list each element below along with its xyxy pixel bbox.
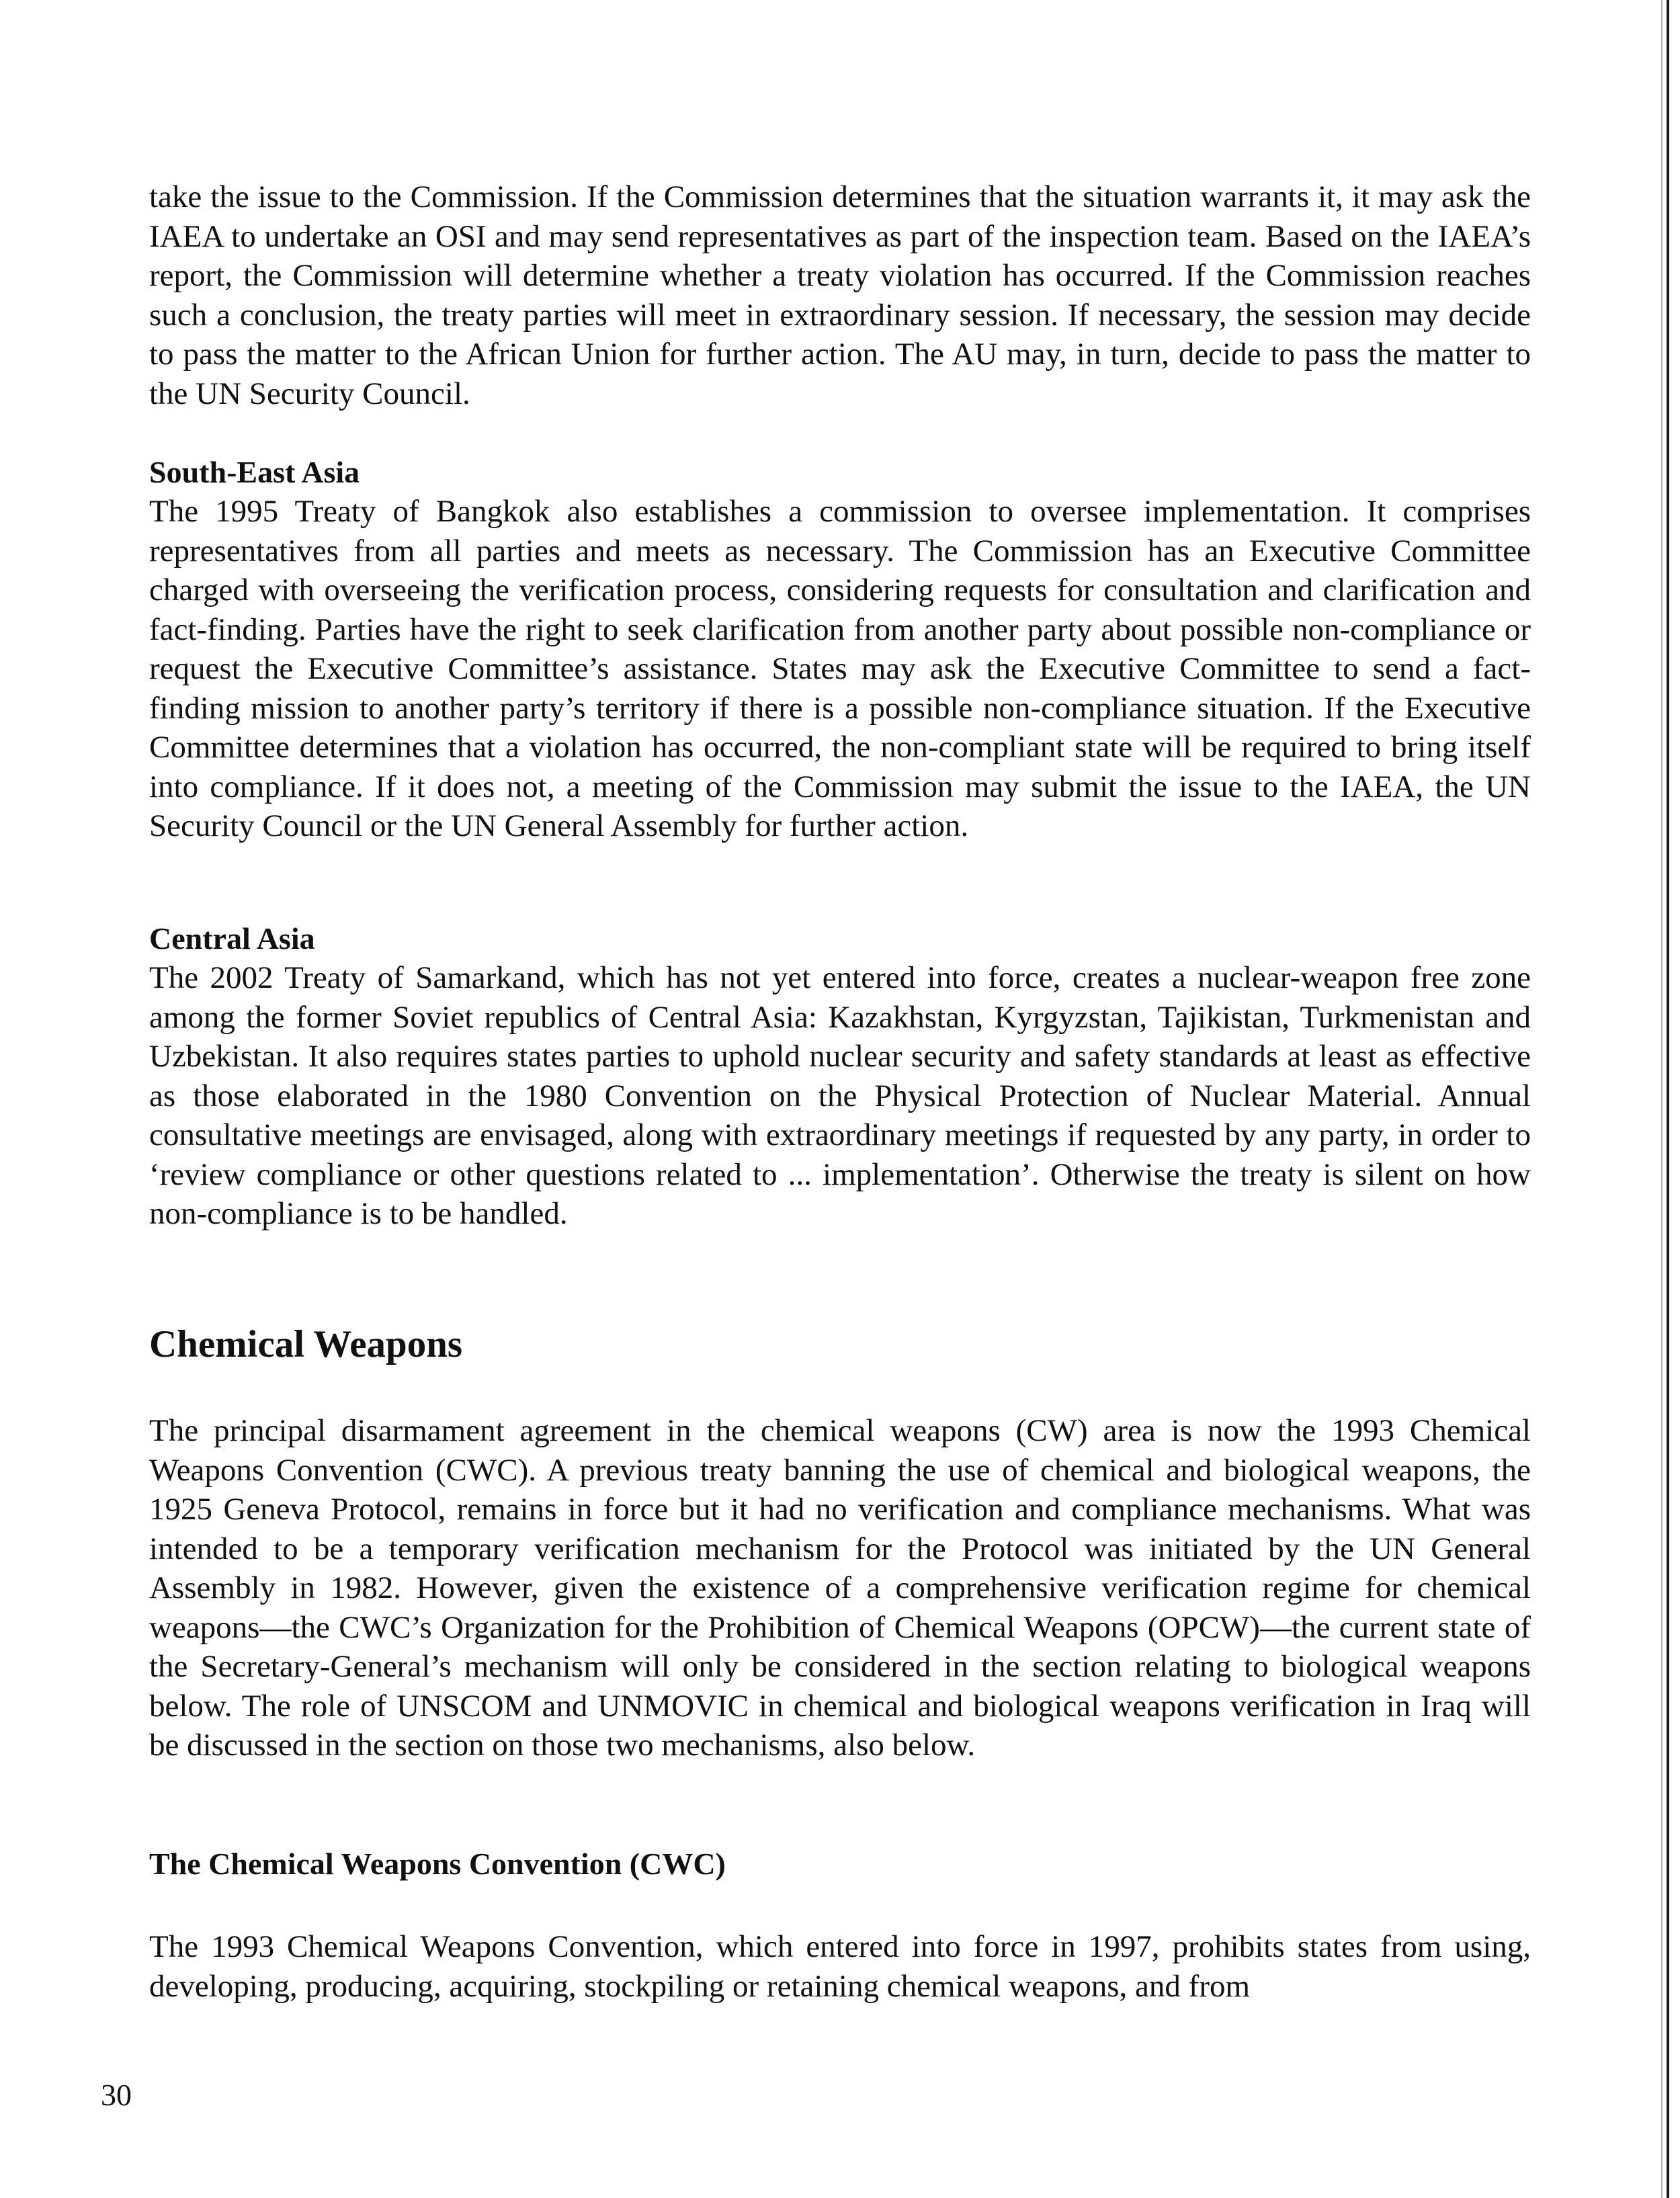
page-number: 30 — [101, 2078, 132, 2112]
south-east-asia-section — [149, 453, 1531, 846]
cwc-heading: The Chemical Weapons Convention (CWC) — [149, 1847, 726, 1881]
chemical-weapons-paragraph: The principal disarmament agreement in the chemical weapons (CW) area is now the 1993 Chemical Weapons Convention (CWC). A previous treaty banning the use of chemical and biological weapons, the 1925 Geneva Protocol, remains in force but it had no verification and compliance mechanisms. What was intended to be a temporary verification mechanism for the Protocol was initiated by the UN General Assembly in 1982. However, given the existence of a comprehensive verification regime for chemical weapons—the CWC’s Organization for the Prohibition of Chemical Weapons (OPCW)—the current state of the Secretary-General’s mechanism will only be considered in the section relating to biological weapons below. The role of UNSCOM and UNMOVIC in chemical and biological weapons verification in Iraq will be discussed in the section on those two mechanisms, also below. — [149, 1413, 1531, 1763]
chemical-weapons-title: Chemical Weapons — [149, 1323, 463, 1365]
page-edge-shadow — [1661, 0, 1663, 2198]
south-east-asia-paragraph: The 1995 Treaty of Bangkok also establishes a commission to oversee implementation. It comprises representatives from all parties and meets as necessary. The Commission has an Executive Committee charged with overseeing the verification process, considering requests for consultation and clarification and fact-finding. Parties have the right to seek clarification from another party about possible non-compliance or request the Executive Committee’s assistance. States may ask the Executive Committee to send a fact-finding mission to another party’s territory if there is a possible non-compliance situation. If the Executive Committee determines that a violation has occurred, the non-compliant state will be required to bring itself into compliance. If it does not, a meeting of the Commission may submit the issue to the IAEA, the UN Security Council or the UN General Assembly for further action. — [149, 494, 1531, 843]
intro-paragraph-block — [149, 177, 1531, 413]
chemical-weapons-section — [149, 1321, 1531, 1368]
intro-paragraph: take the issue to the Commission. If the Commission determines that the situation warrants it, it may ask the IAEA to undertake an OSI and may send representatives as part of the inspection team. Based on the IAEA’s report, the Commission will determine whether a treaty violation has occurred. If the Commission reaches such a conclusion, the treaty parties will meet in extraordinary session. If necessary, the session may decide to pass the matter to the African Union for further action. The AU may, in turn, decide to pass the matter to the UN Security Council. — [149, 179, 1531, 411]
central-asia-paragraph: The 2002 Treaty of Samarkand, which has not yet entered into force, creates a nuclear-weapon free zone among the former Soviet republics of Central Asia: Kazakhstan, Kyrgyzstan, Tajikistan, Turkmenistan and Uzbekistan. It also requires states parties to uphold nuclear security and safety standards at least as effective as those elaborated in the 1980 Convention on the Physical Protection of Nuclear Material. Annual consultative meetings are envisaged, along with extraordinary meetings if requested by any party, in order to ‘review compliance or other questions related to ... implementation’. Otherwise the treaty is silent on how non-compliance is to be handled. — [149, 960, 1531, 1231]
page-edge — [1667, 0, 1669, 2198]
chemical-weapons-body-block — [149, 1411, 1531, 1765]
south-east-asia-heading: South-East Asia — [149, 455, 360, 489]
cwc-section — [149, 1845, 1531, 1884]
cwc-paragraph: The 1993 Chemical Weapons Convention, which entered into force in 1997, prohibits states from using, developing, producing, acquiring, stockpiling or retaining chemical weapons, and from — [149, 1929, 1531, 2004]
central-asia-heading: Central Asia — [149, 921, 315, 956]
central-asia-section — [149, 919, 1531, 1234]
cwc-body-block — [149, 1927, 1531, 2006]
